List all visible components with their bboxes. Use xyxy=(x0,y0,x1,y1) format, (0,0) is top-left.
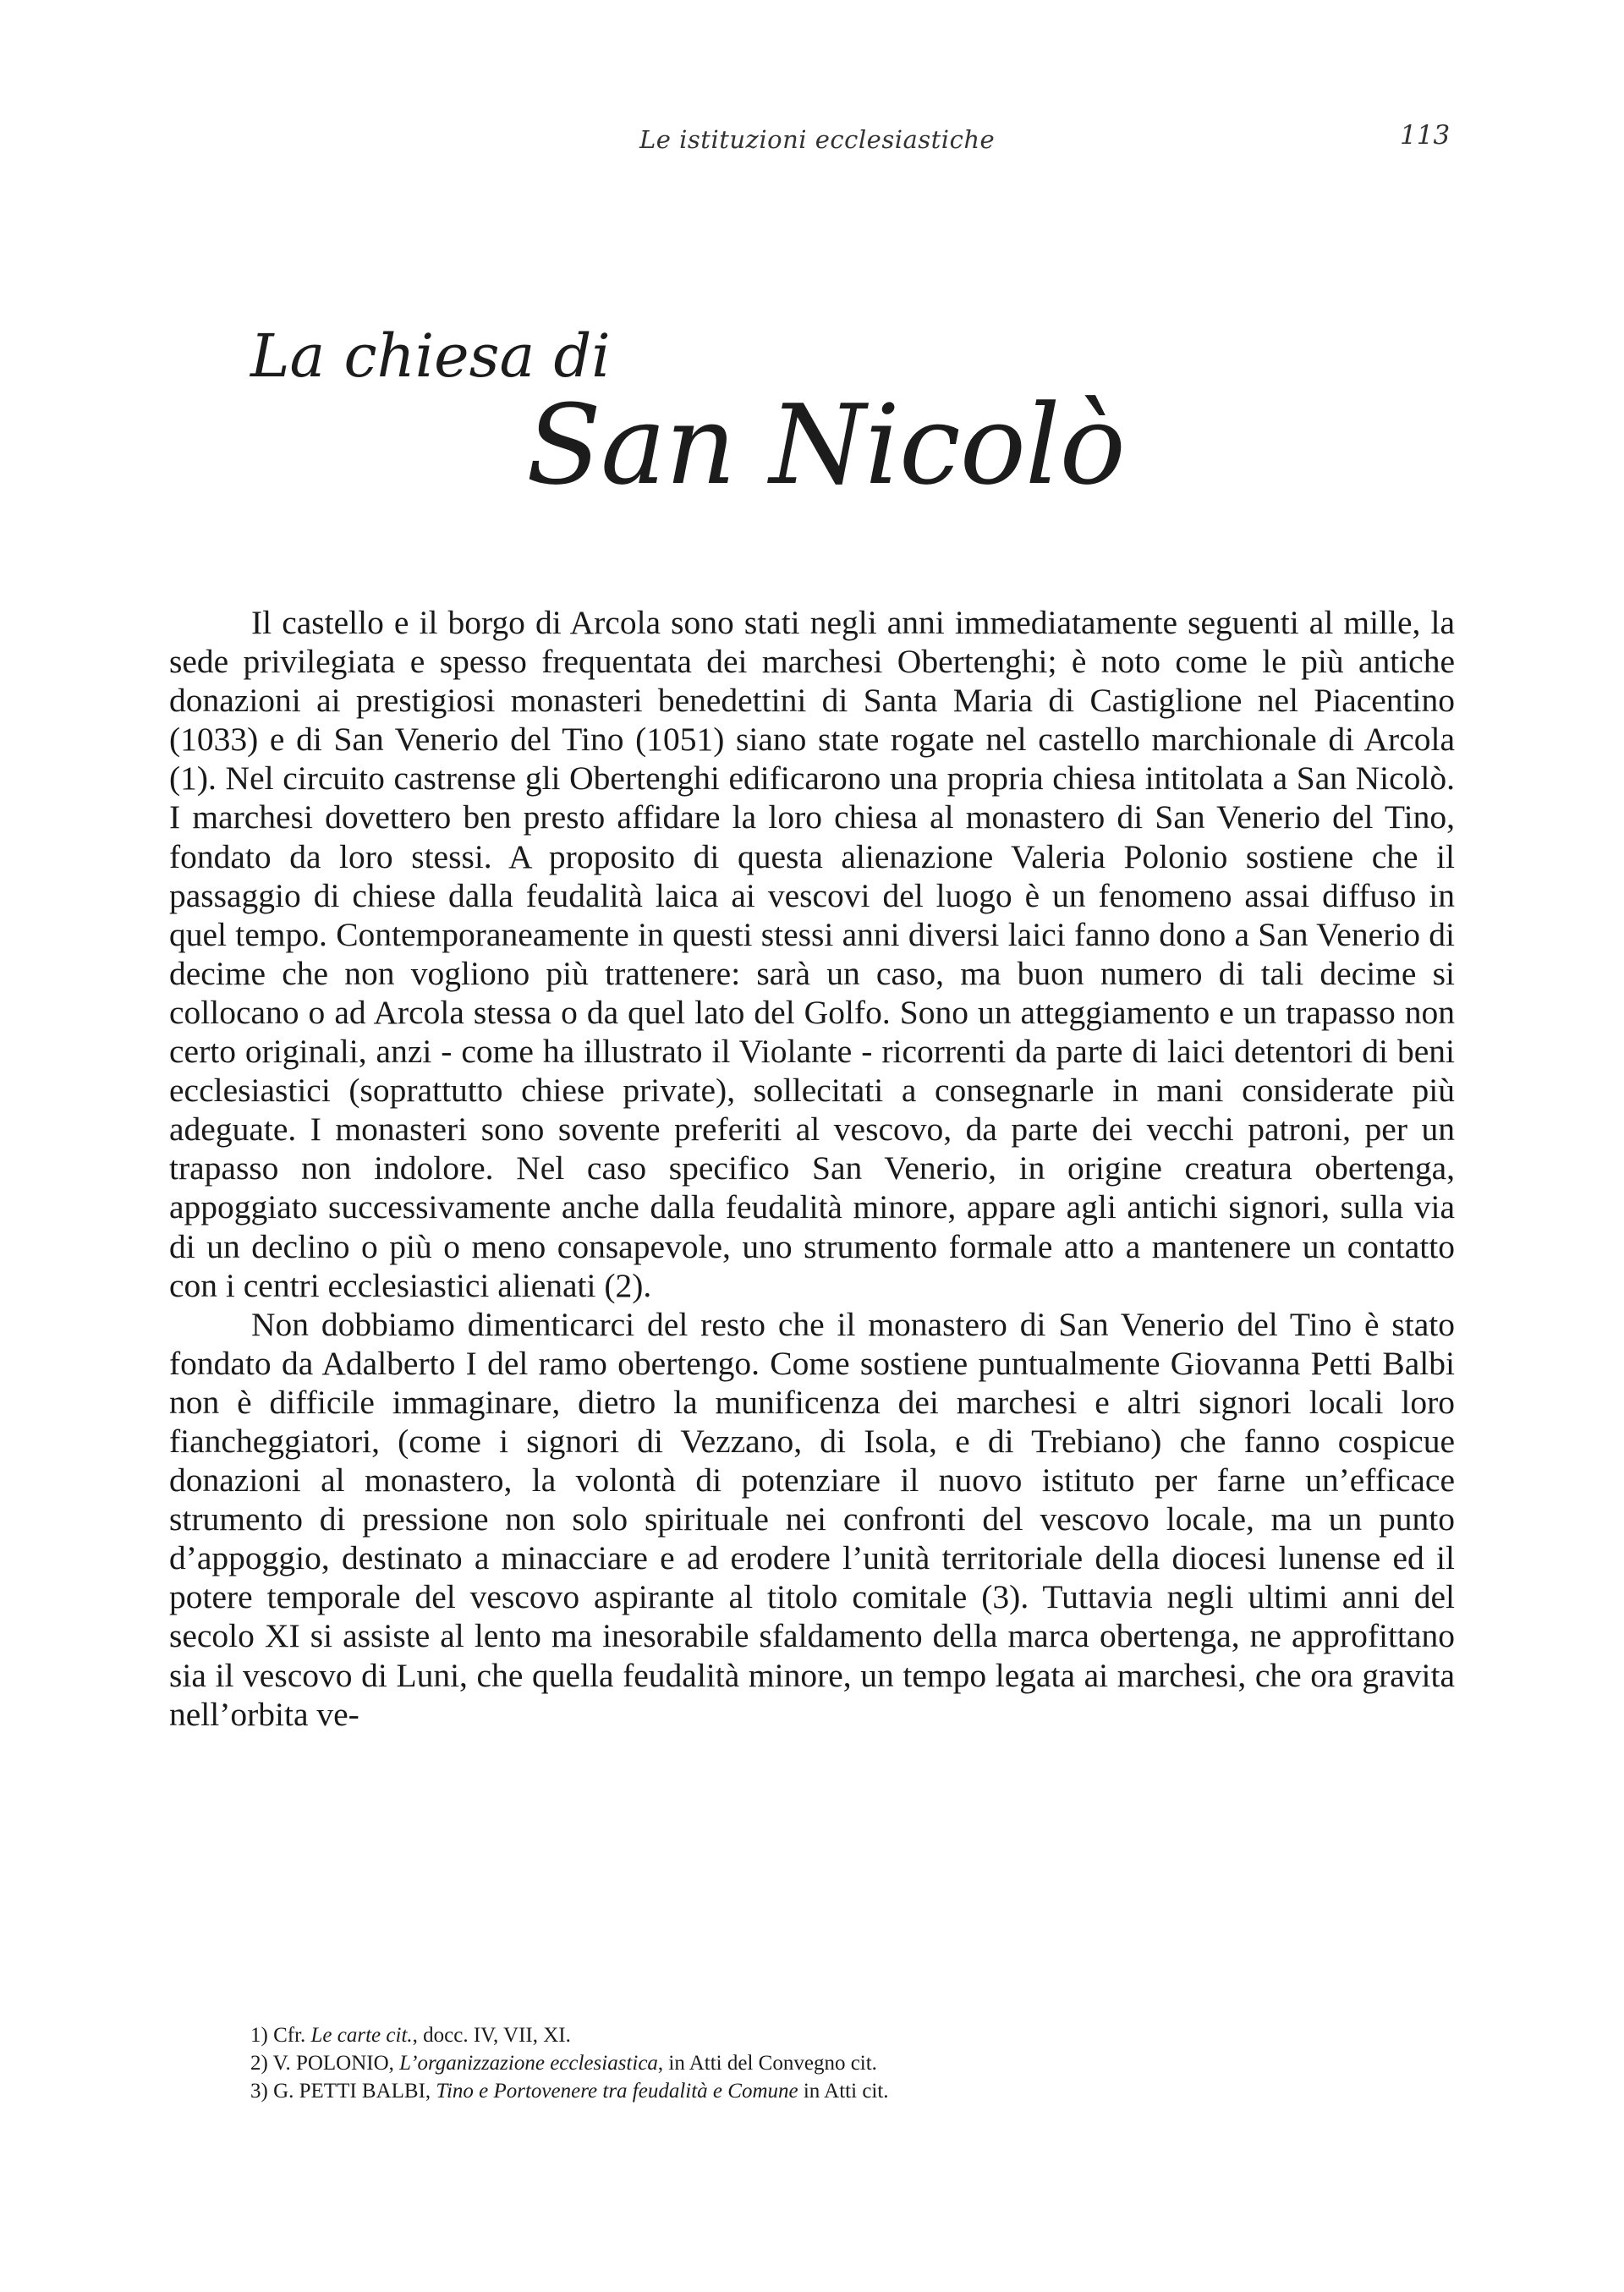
footnote-2-prefix: 2) V. POLONIO, xyxy=(250,2052,400,2075)
footnote-3 xyxy=(250,2077,1350,2105)
footnote-1-suffix: , docc. IV, VII, XI. xyxy=(412,2024,571,2047)
paragraph-2: Non dobbiamo dimenticarci del resto che il monastero di San Venerio del Tino è stato fondato da Adalberto I del ramo obertengo. Come sostiene puntualmente Giovanna Petti Balbi non è difficile immaginare, dietro la munificenza dei marchesi e altri signori locali loro fiancheggiatori, (come i signori di Vezzano, di Isola, e di Trebiano) che fanno cospicue donazioni al monastero, la volontà di potenziare il nuovo istituto per farne un’efficace strumento di pressione non solo spirituale nei confronti del vescovo locale, ma un punto d’appoggio, destinato a minacciare e ad erodere l’unità territoriale della diocesi lunense ed il potere temporale del vescovo aspirante al titolo comitale (3). Tuttavia negli ultimi anni del secolo XI si assiste al lento ma inesorabile sfaldamento della marca obertenga, ne approfittano sia il vescovo di Luni, che quella feudalità minore, un tempo legata ai marchesi, che ora gravita nell’orbita ve- xyxy=(169,1305,1455,1733)
paragraph-1: Il castello e il borgo di Arcola sono stati negli anni immediatamente seguenti al mille, la sede privilegiata e spesso frequentata dei marchesi Obertenghi; è noto come le più antiche donazioni ai prestigiosi monasteri benedettini di Santa Maria di Castiglione nel Piacentino (1033) e di San Venerio del Tino (1051) siano state rogate nel castello marchionale di Arcola (1). Nel circuito castrense gli Obertenghi edificarono una propria chiesa intitolata a San Nicolò. I marchesi dovettero ben presto affidare la loro chiesa al monastero di San Venerio del Tino, fondato da loro stessi. A proposito di questa alienazione Valeria Polonio sostiene che il passaggio di chiese dalla feudalità laica ai vescovi del luogo è un fenomeno assai diffuso in quel tempo. Contemporaneamente in questi stessi anni diversi laici fanno dono a San Venerio di decime che non vogliono più trattenere: sarà un caso, ma buon numero di tali decime si collocano o ad Arcola stessa o da quel lato del Golfo. Sono un atteggiamento e un trapasso non certo originali, anzi - come ha illustrato il Violante - ricorrenti da parte di laici detentori di beni ecclesiastici (soprattutto chiese private), sollecitati a consegnarle in mani considerate più adeguate. I monasteri sono sovente preferiti al vescovo, da parte dei vecchi patroni, per un trapasso non indolore. Nel caso specifico San Venerio, in origine creatura obertenga, appoggiato successivamente anche dalla feudalità minore, appare agli antichi signori, sulla via di un declino o più o meno consapevole, uno strumento formale atto a mantenere un contatto con i centri ecclesiastici alienati (2). xyxy=(169,604,1455,1304)
footnote-3-suffix: in Atti cit. xyxy=(798,2080,889,2103)
running-header xyxy=(0,120,1624,159)
footnote-1-prefix: 1) Cfr. xyxy=(250,2024,311,2047)
chapter-title-line2: San Nicolò xyxy=(526,381,1125,509)
footnote-2-suffix: , in Atti del Convegno cit. xyxy=(657,2052,877,2075)
footnote-2 xyxy=(250,2049,1350,2077)
footnote-1-title: Le carte cit. xyxy=(310,2024,413,2047)
page-number: 113 xyxy=(1400,120,1451,151)
footnote-2-title: L’organizzazione ecclesiastica xyxy=(399,2052,658,2075)
footnotes xyxy=(250,2021,1350,2105)
footnote-3-title: Tino e Portovenere tra feudalità e Comune xyxy=(436,2080,798,2103)
running-title: Le istituzioni ecclesiastiche xyxy=(639,125,996,154)
chapter-title-line1: La chiesa di xyxy=(250,321,611,391)
footnote-3-prefix: 3) G. PETTI BALBI, xyxy=(250,2080,436,2103)
body-text xyxy=(169,603,1455,1734)
footnote-1 xyxy=(250,2021,1350,2049)
